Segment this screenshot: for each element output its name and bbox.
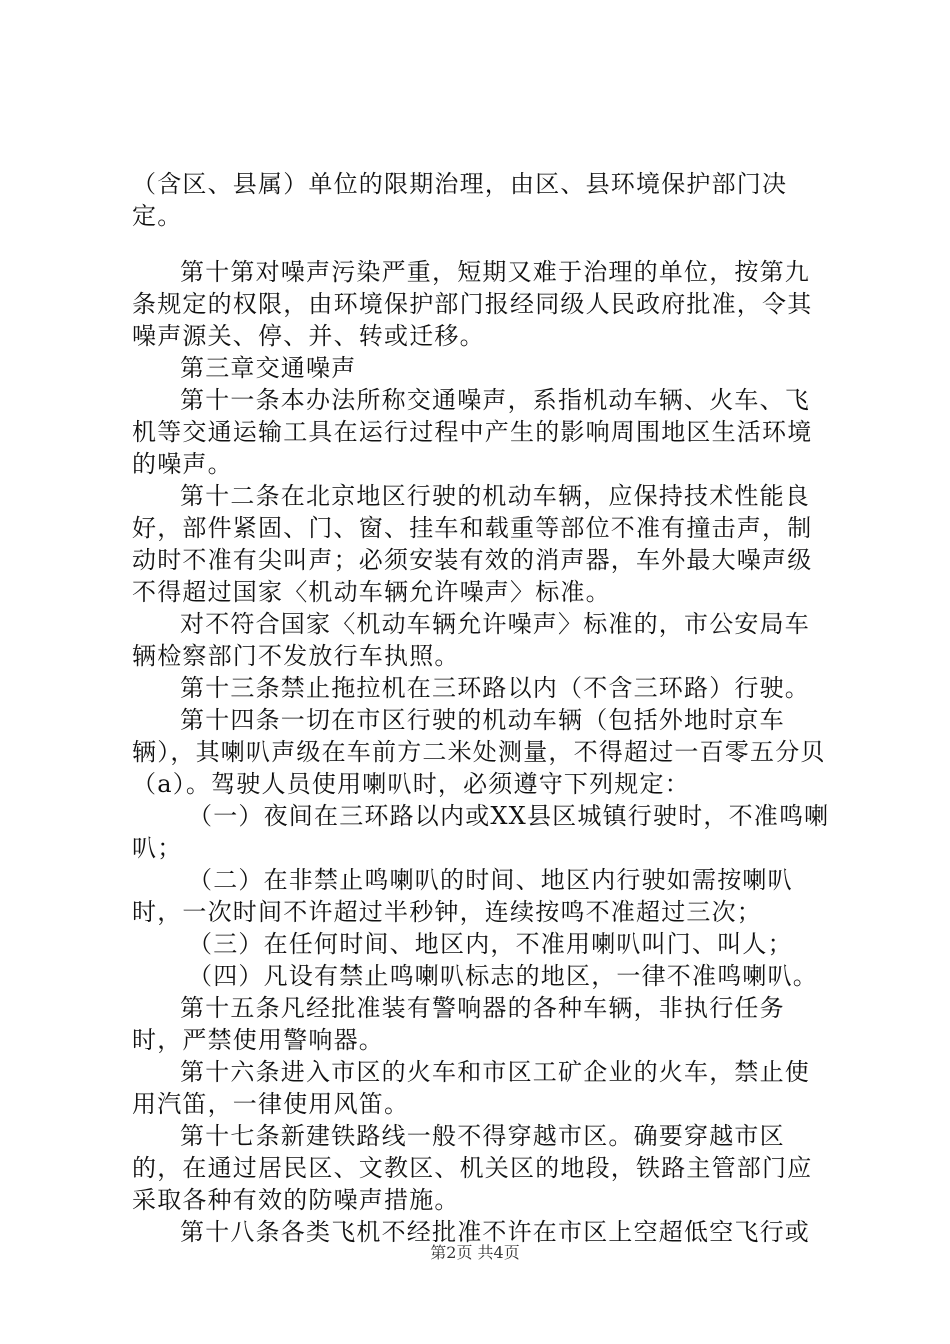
page-footer: 第2页 共4页 bbox=[430, 1243, 520, 1262]
paragraph-article-13: 第十三条禁止拖拉机在三环路以内（不含三环路）行驶。 bbox=[180, 674, 810, 702]
document-body bbox=[132, 168, 832, 1248]
list-item-4: （四）凡设有禁止鸣喇叭标志的地区，一律不准鸣喇叭。 bbox=[188, 962, 818, 990]
paragraph-article-17: 第十七条新建铁路线一般不得穿越市区。确要穿越市区的，在通过居民区、文教区、机关区的地段，铁路主管部门应采取各种有效的防噪声措施。 bbox=[132, 1122, 813, 1214]
chapter-heading: 第三章交通噪声 bbox=[180, 354, 357, 382]
paragraph-article-11: 第十一条本办法所称交通噪声，系指机动车辆、火车、飞机等交通运输工具在运行过程中产生的影响周围地区生活环境的噪声。 bbox=[132, 386, 813, 478]
paragraph-article-12: 第十二条在北京地区行驶的机动车辆，应保持技术性能良好，部件紧固、门、窗、挂车和载重等部位不准有撞击声，制动时不准有尖叫声；必须安装有效的消声器，车外最大噪声级不得超过国家〈机动车辆允许噪声〉标准。 bbox=[132, 482, 813, 606]
list-item-2: （二）在非禁止鸣喇叭的时间、地区内行驶如需按喇叭时，一次时间不许超过半秒钟，连续按鸣不准超过三次； bbox=[132, 866, 793, 926]
paragraph-article-16: 第十六条进入市区的火车和市区工矿企业的火车，禁止使用汽笛，一律使用风笛。 bbox=[132, 1058, 810, 1118]
paragraph-article-14: 第十四条一切在市区行驶的机动车辆（包括外地时京车辆），其喇叭声级在车前方二米处测量，不得超过一百零五分贝（a）。驾驶人员使用喇叭时，必须遵守下列规定： bbox=[132, 706, 826, 798]
paragraph-continuation: （含区、县属）单位的限期治理，由区、县环境保护部门决定。 bbox=[132, 170, 788, 230]
paragraph-article-18: 第十八条各类飞机不经批准不许在市区上空超低空飞行或 bbox=[180, 1218, 810, 1246]
paragraph-article-12-supplement: 对不符合国家〈机动车辆允许噪声〉标准的，市公安局车辆检察部门不发放行车执照。 bbox=[132, 610, 810, 670]
paragraph-article-10: 第十第对噪声污染严重，短期又难于治理的单位，按第九条规定的权限，由环境保护部门报经同级人民政府批准，令其噪声源关、停、并、转或迁移。 bbox=[132, 258, 813, 350]
list-item-3: （三）在任何时间、地区内，不准用喇叭叫门、叫人； bbox=[188, 930, 793, 958]
paragraph-article-15: 第十五条凡经批准装有警响器的各种车辆，非执行任务时，严禁使用警响器。 bbox=[132, 994, 785, 1054]
list-item-1: （一）夜间在三环路以内或XX县区城镇行驶时，不准鸣喇叭； bbox=[132, 802, 830, 862]
